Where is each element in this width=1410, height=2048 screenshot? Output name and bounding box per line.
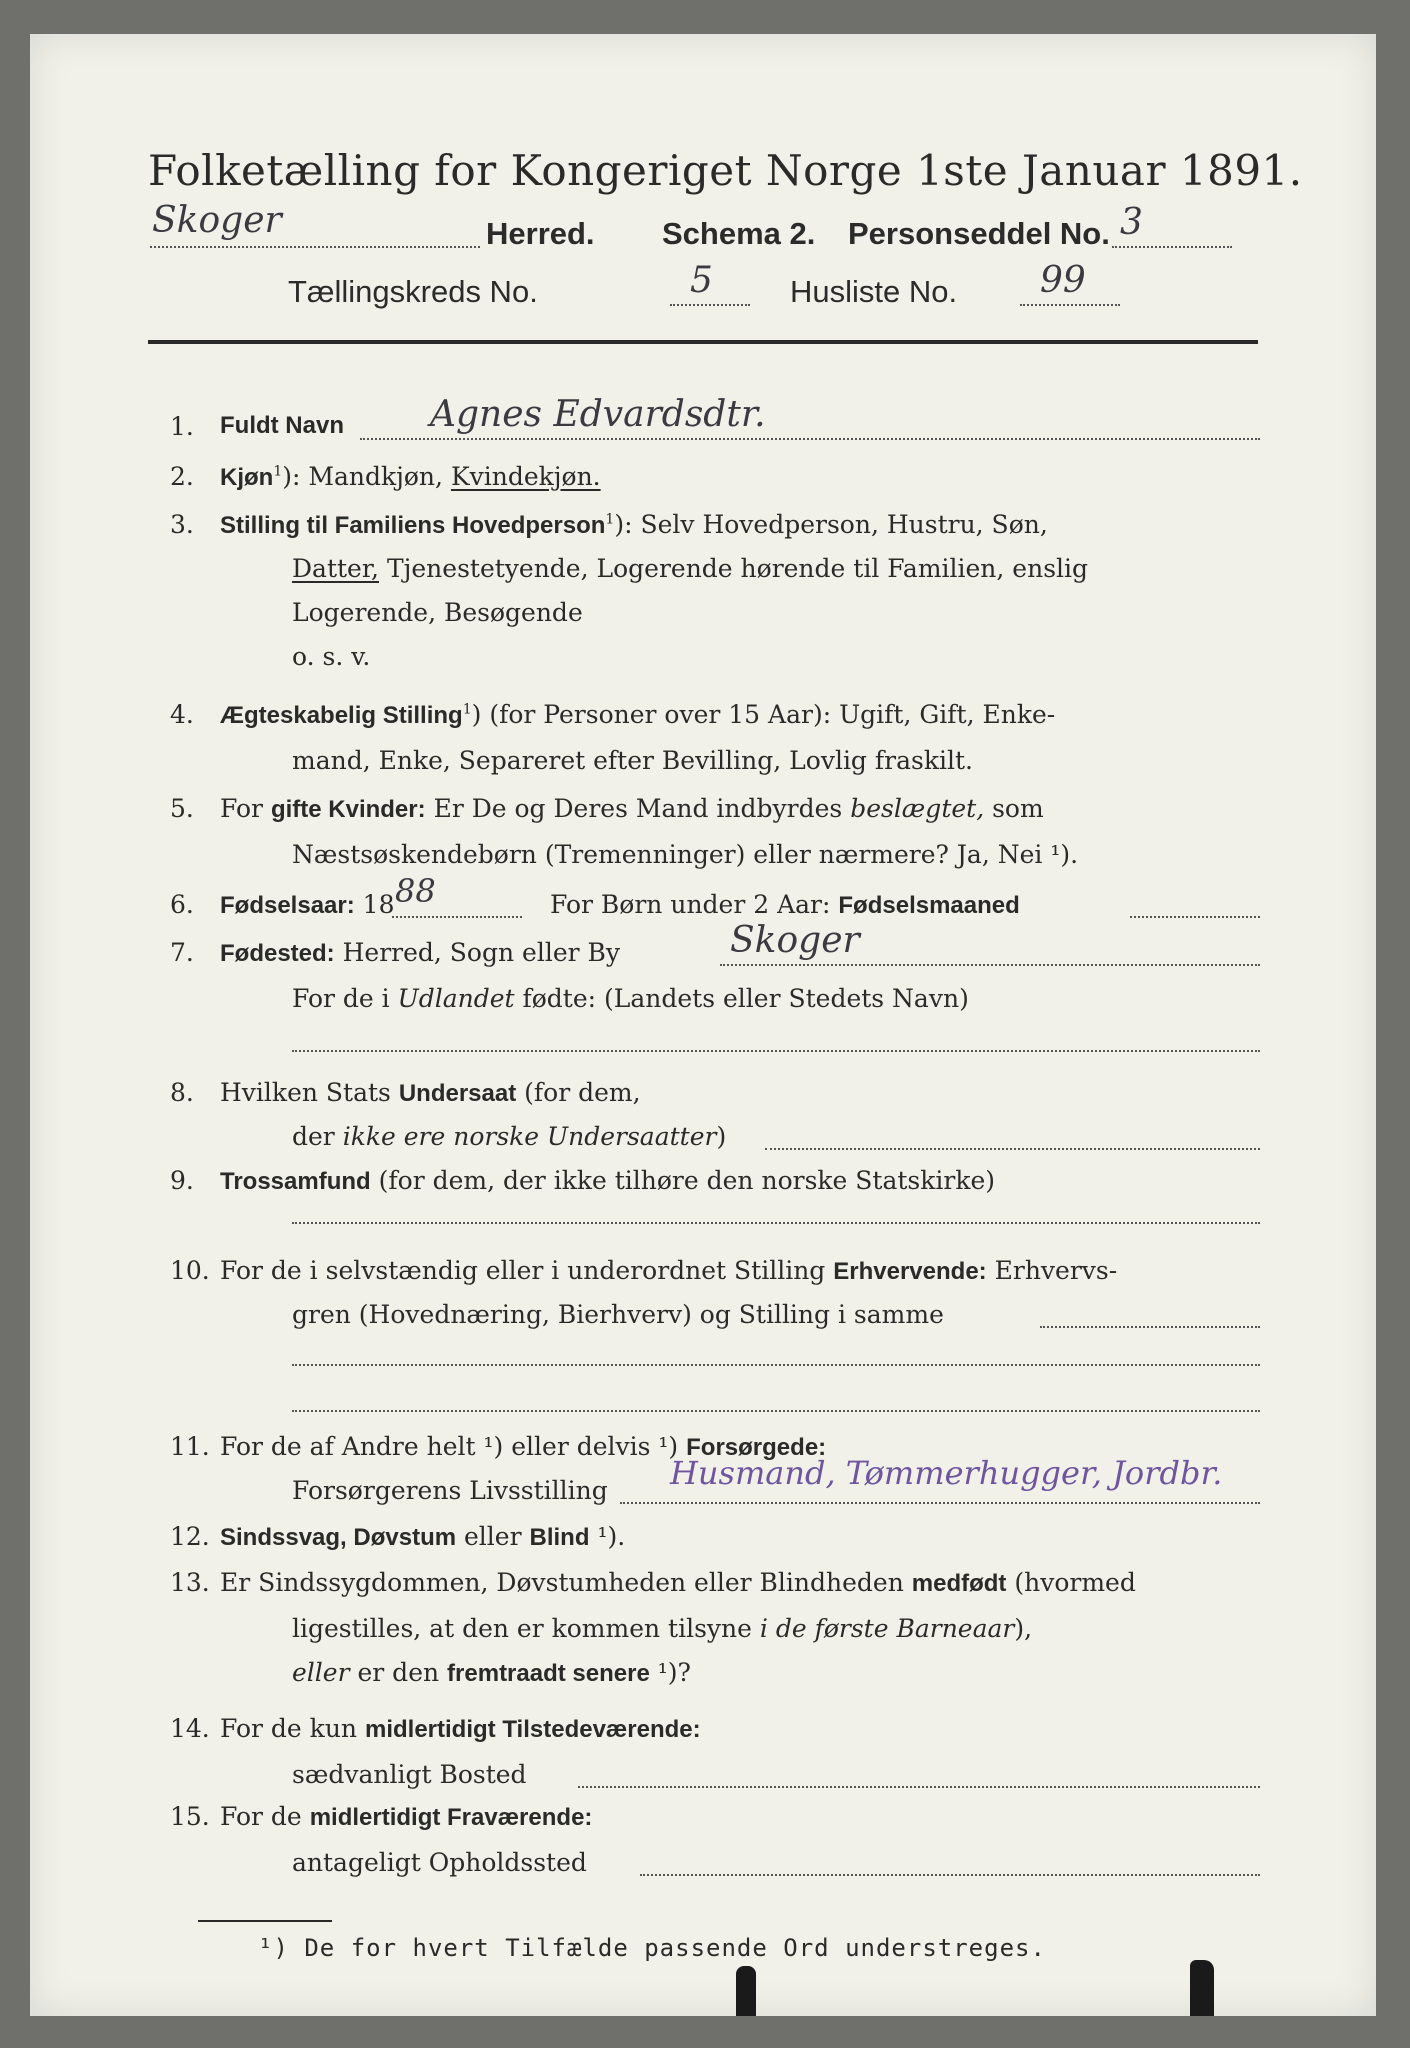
item-13-line3-italic: eller [292, 1658, 350, 1687]
item-6-label2: Fødselsmaaned [838, 892, 1020, 919]
item-4-line1 [220, 700, 1055, 730]
item-14-pre: For de kun [220, 1714, 358, 1743]
item-10-line2: gren (Hovednæring, Bierhverv) og Stilling i samme [292, 1300, 944, 1329]
item-6-year-prefix: 18 [362, 890, 395, 919]
item-15-pre: For de [220, 1802, 302, 1831]
item-10-pre: For de i selvstændig eller i underordnet Stilling [220, 1256, 826, 1285]
item-1-number: 1. [170, 412, 194, 441]
item-3-line4: o. s. v. [292, 642, 371, 671]
item-3-line3: Logerende, Besøgende [292, 598, 583, 627]
item-13-rest: (hvormed [1006, 1568, 1136, 1597]
item-7-number: 7. [170, 938, 194, 967]
item-13-number: 13. [170, 1568, 210, 1597]
herred-value: Skoger [152, 200, 282, 241]
item-10-number: 10. [170, 1256, 210, 1285]
tellingskreds-value: 5 [690, 260, 713, 301]
item-10-line1 [220, 1256, 1117, 1286]
item-11-line2: Forsørgerens Livsstilling [292, 1476, 608, 1505]
item-11-label: Forsørgede: [686, 1434, 827, 1461]
item-8-line2-italic: ikke ere norske Undersaatter [342, 1122, 717, 1151]
item-8-line2-b: ) [716, 1122, 727, 1151]
item-1-label: Fuldt Navn [220, 412, 344, 439]
item-8-line1 [220, 1078, 641, 1108]
item-5-line1 [220, 794, 1044, 824]
item-2-line [220, 462, 601, 492]
item-3-line2-rest: Tjenestetyende, Logerende hørende til Familien, enslig [379, 554, 1089, 583]
item-7-line2 [292, 984, 969, 1013]
item-9-rest: (for dem, der ikke tilhøre den norske Statskirke) [370, 1166, 996, 1195]
item-12-rest: eller [456, 1522, 530, 1551]
item-4-label: Ægteskabelig Stilling [220, 702, 463, 729]
item-15-line1 [220, 1802, 592, 1832]
item-3-line1 [220, 510, 1048, 540]
item-8-line2-a: der [292, 1122, 343, 1151]
item-4-rest: ) (for Personer over 15 Aar): Ugift, Gift, Enke- [471, 700, 1056, 729]
ink-blot-left [736, 1966, 756, 2016]
item-8-rest: (for dem, [516, 1078, 641, 1107]
item-13-pre: Er Sindssygdommen, Døvstumheden eller Blindheden [220, 1568, 904, 1597]
item-15-number: 15. [170, 1802, 210, 1831]
item-2-selected: Kvindekjøn. [450, 462, 601, 491]
item-14-label: midlertidigt Tilstedeværende: [364, 1716, 701, 1743]
item-13-line3-bold: fremtraadt senere [447, 1660, 650, 1687]
item-13-line3-a: er den [349, 1658, 448, 1687]
item-8-line2 [292, 1122, 726, 1151]
item-5-rest2: som [984, 794, 1044, 823]
footnote: ¹) De for hvert Tilfælde passende Ord understreges. [258, 1934, 1046, 1962]
item-14-number: 14. [170, 1714, 210, 1743]
item-12-label: Sindssvag, Døvstum [220, 1524, 457, 1551]
item-9-label: Trossamfund [220, 1168, 371, 1195]
item-10-rest: Erhvervs- [986, 1256, 1118, 1285]
ink-blot-right [1190, 1960, 1214, 2016]
personseddel-label: Personseddel No. [848, 216, 1110, 251]
item-6-label: Fødselsaar: [220, 892, 355, 919]
item-11-pre: For de af Andre helt ¹) eller delvis ¹) [220, 1432, 679, 1461]
item-2-sup: 1 [273, 463, 283, 480]
item-12-number: 12. [170, 1522, 210, 1551]
item-7-rest: Herred, Sogn eller By [334, 938, 621, 967]
item-4-sup: 1 [462, 701, 472, 718]
item-3-sup: 1 [605, 511, 615, 528]
item-12-label2: Blind [529, 1524, 590, 1551]
tellingskreds-label: Tællingskreds No. [288, 274, 538, 309]
item-2-rest: ): Mandkjøn, [282, 462, 443, 491]
item-7-line2-b: fødte: (Landets eller Stedets Navn) [514, 984, 969, 1013]
item-10-label: Erhvervende: [833, 1258, 987, 1285]
item-6-mid-text: For Børn under 2 Aar: [550, 890, 831, 919]
item-3-label: Stilling til Familiens Hovedperson [220, 512, 606, 539]
item-2-label: Kjøn [220, 464, 274, 491]
header-rule [148, 340, 1258, 344]
item-7-value: Skoger [730, 920, 860, 961]
item-7-label: Fødested: [220, 940, 335, 967]
item-5-number: 5. [170, 794, 194, 823]
item-5-pre: For [220, 794, 263, 823]
item-13-line2-a: ligestilles, at den er kommen tilsyne [292, 1614, 760, 1643]
item-14-line2: sædvanligt Bosted [292, 1760, 527, 1789]
item-13-line3 [292, 1658, 691, 1688]
item-15-label: midlertidigt Fraværende: [309, 1804, 593, 1831]
footnote-rule [198, 1920, 332, 1922]
item-6-number: 6. [170, 890, 194, 919]
item-8-number: 8. [170, 1078, 194, 1107]
item-6-year-value: 88 [395, 872, 436, 910]
item-7-line2-a: For de i [292, 984, 398, 1013]
item-3-line2 [292, 554, 1088, 583]
item-13-line2-b: ), [1014, 1614, 1033, 1643]
item-9-number: 9. [170, 1166, 194, 1195]
item-15-line2: antageligt Opholdssted [292, 1848, 587, 1877]
item-13-label: medfødt [911, 1570, 1007, 1597]
item-8-label: Undersaat [398, 1080, 517, 1107]
item-8-pre: Hvilken Stats [220, 1078, 391, 1107]
item-6-mid [550, 890, 1020, 920]
item-14-line1 [220, 1714, 701, 1744]
item-3-selected: Datter, [292, 554, 379, 583]
item-13-line1 [220, 1568, 1136, 1598]
item-12-rest2: ¹). [589, 1522, 626, 1551]
item-12-line [220, 1522, 625, 1552]
item-4-number: 4. [170, 700, 194, 729]
item-11-number: 11. [170, 1432, 210, 1461]
form-title: Folketælling for Kongeriget Norge 1ste Januar 1891. [148, 146, 1303, 195]
item-5-rest: Er De og Deres Mand indbyrdes [425, 794, 851, 823]
husliste-value: 99 [1040, 260, 1086, 301]
item-13-line3-b: ¹)? [649, 1658, 691, 1687]
item-2-number: 2. [170, 462, 194, 491]
item-1-value: Agnes Edvardsdtr. [430, 394, 766, 435]
item-3-rest: ): Selv Hovedperson, Hustru, Søn, [614, 510, 1048, 539]
husliste-label: Husliste No. [790, 274, 958, 309]
personseddel-value: 3 [1120, 202, 1143, 243]
item-7-line2-italic: Udlandet [397, 984, 515, 1013]
census-form-sheet [30, 34, 1376, 2016]
item-5-label: gifte Kvinder: [270, 796, 426, 823]
item-9-line1 [220, 1166, 995, 1196]
item-13-line2-italic: i de første Barneaar [759, 1614, 1015, 1643]
schema-label: Schema 2. [662, 216, 816, 251]
item-11-value: Husmand, Tømmerhugger, Jordbr. [670, 1454, 1223, 1492]
item-6-line [220, 890, 394, 920]
item-7-line1 [220, 938, 620, 968]
item-4-line2: mand, Enke, Separeret efter Bevilling, Lovlig fraskilt. [292, 746, 973, 775]
herred-label: Herred. [486, 216, 595, 251]
item-3-number: 3. [170, 510, 194, 539]
item-5-line2: Næstsøskendebørn (Tremenninger) eller nærmere? Ja, Nei ¹). [292, 840, 1079, 869]
item-13-line2 [292, 1614, 1032, 1643]
item-5-italic: beslægtet, [850, 794, 985, 823]
